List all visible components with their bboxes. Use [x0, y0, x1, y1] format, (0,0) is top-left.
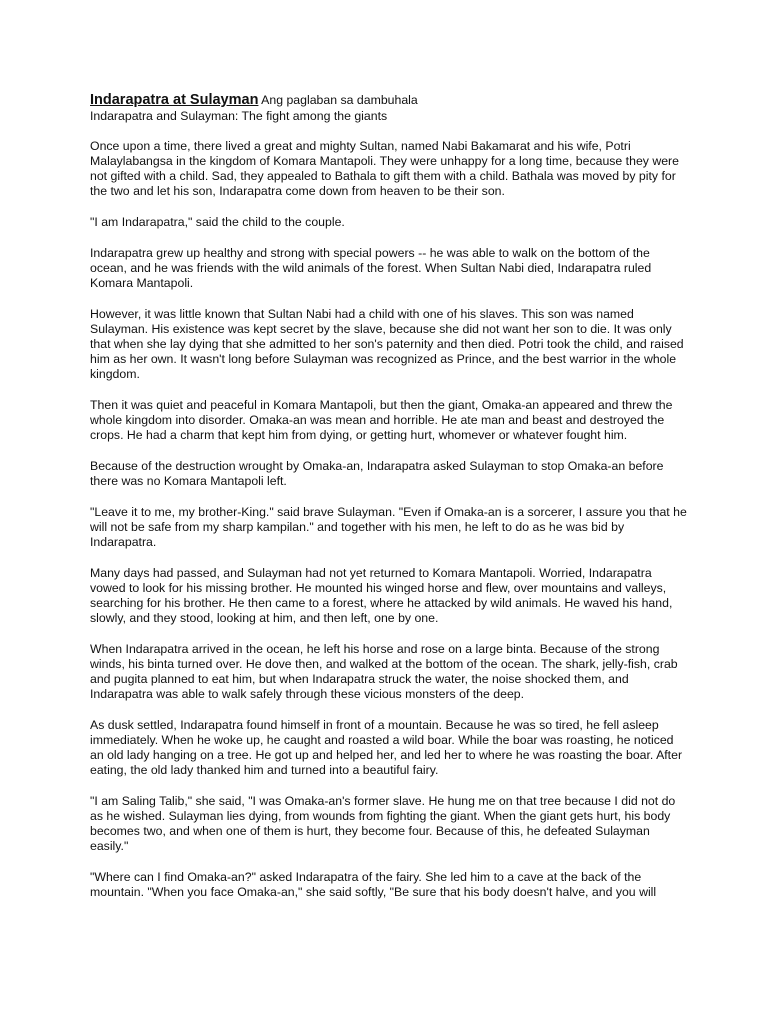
- paragraph: "I am Indarapatra," said the child to the couple.: [90, 215, 345, 229]
- document-title: Indarapatra at Sulayman: [90, 92, 259, 108]
- paragraph: Once upon a time, there lived a great and mighty Sultan, named Nabi Bakamarat and his wife, Potri Malaylabangsa in the kingdom of Komara Mantapoli. They were unhappy for a long time, because they were not gifted with a child. Sad, they appealed to Bathala to gift them with a child. Bathala was moved by pity for the two and let his son, Indarapatra come down from heaven to be their son.: [90, 139, 679, 198]
- paragraph: When Indarapatra arrived in the ocean, he left his horse and rose on a large binta. Because of the strong winds, his binta turned over. He dove then, and walked at the bottom of the ocean. The shark, jelly-fish, crab and pugita planned to eat him, but when Indarapatra struck the water, the noise shocked them, and Indarapatra was able to walk safely through these vicious monsters of the deep.: [90, 642, 678, 701]
- paragraph: Because of the destruction wrought by Omaka-an, Indarapatra asked Sulayman to stop Omaka-an before there was no Komara Mantapoli left.: [90, 459, 664, 488]
- paragraph: Indarapatra grew up healthy and strong with special powers -- he was able to walk on the bottom of the ocean, and he was friends with the wild animals of the forest. When Sultan Nabi died, Indarapatra ruled Komara Mantapoli.: [90, 246, 652, 290]
- document-title-suffix: Ang paglaban sa dambuhala: [261, 93, 418, 107]
- paragraph: "Leave it to me, my brother-King." said brave Sulayman. "Even if Omaka-an is a sorcerer, I assure you that he will not be safe from my sharp kampilan." and together with his men, he left to do as he was bid by Indarapatra.: [90, 505, 687, 549]
- paragraph: Then it was quiet and peaceful in Komara Mantapoli, but then the giant, Omaka-an appeared and threw the whole kingdom into disorder. Omaka-an was mean and horrible. He ate man and beast and destroyed the crops. He had a charm that kept him from dying, or getting hurt, whomever or whatever fought him.: [90, 398, 673, 442]
- title-line: [90, 93, 690, 108]
- paragraph: "I am Saling Talib," she said, "I was Omaka-an's former slave. He hung me on that tree because I did not do as he wished. Sulayman lies dying, from wounds from fighting the giant. When the giant gets hurt, his body becomes two, and when one of them is hurt, they become four. Because of this, he defeated Sulayman easily.": [90, 794, 676, 853]
- paragraph: However, it was little known that Sultan Nabi had a child with one of his slaves. This son was named Sulayman. His existence was kept secret by the slave, because she did not want her son to die. It was only that when she lay dying that she admitted to her son's paternity and then died. Potri took the child, and raised him as her own. It wasn't long before Sulayman was recognized as Prince, and the best warrior in the whole kingdom.: [90, 307, 684, 381]
- document-body: [90, 93, 690, 900]
- paragraph: As dusk settled, Indarapatra found himself in front of a mountain. Because he was so tired, he fell asleep immediately. When he woke up, he caught and roasted a wild boar. While the boar was roasting, he noticed an old lady hanging on a tree. He got up and helped her, and led her to where he was roasting the boar. After eating, the old lady thanked him and turned into a beautiful fairy.: [90, 718, 683, 777]
- paragraph: Many days had passed, and Sulayman had not yet returned to Komara Mantapoli. Worried, Indarapatra vowed to look for his missing brother. He mounted his winged horse and flew, over mountains and valleys, searching for his brother. He then came to a forest, where he attacked by wild animals. He waved his hand, slowly, and they stood, looking at him, and then left, one by one.: [90, 566, 673, 625]
- paragraph: "Where can I find Omaka-an?" asked Indarapatra of the fairy. She led him to a cave at the back of the mountain. "When you face Omaka-an," she said softly, "Be sure that his body doesn't halve, and you will: [90, 870, 657, 899]
- document-subtitle: Indarapatra and Sulayman: The fight among the giants: [90, 109, 388, 123]
